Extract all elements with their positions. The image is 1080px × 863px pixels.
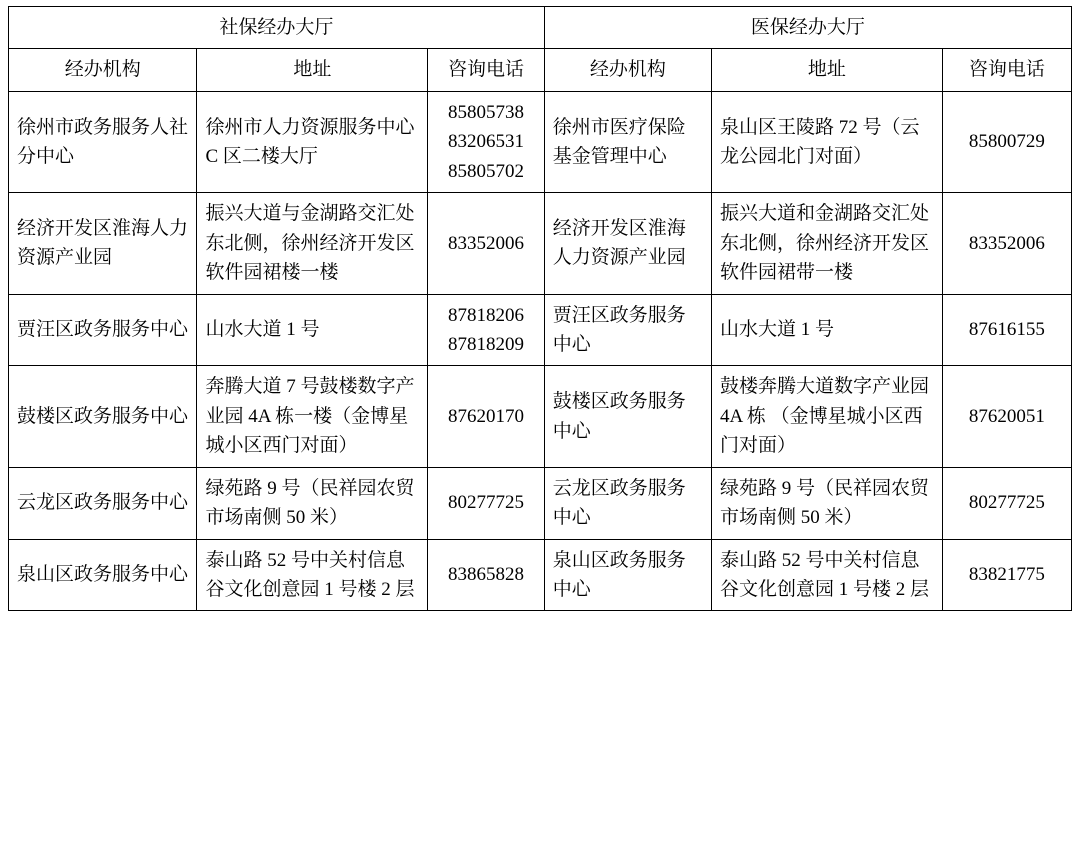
- mi-phone-cell: [942, 193, 1071, 294]
- phone-number: 85805702: [447, 160, 524, 182]
- si-phone-cell: [428, 539, 544, 611]
- mi-org-cell: 经济开发区淮海人力资源产业园: [544, 193, 711, 294]
- table-row: [9, 294, 1072, 366]
- mi-phone-cell: [942, 366, 1071, 467]
- si-org-cell: 经济开发区淮海人力资源产业园: [9, 193, 197, 294]
- phone-number: 83352006: [968, 232, 1045, 254]
- table-body: [9, 91, 1072, 611]
- column-header-mi-org: 经办机构: [544, 49, 711, 91]
- mi-address-cell: 绿苑路 9 号（民祥园农贸市场南侧 50 米）: [711, 467, 942, 539]
- column-header-row: [9, 49, 1072, 91]
- phone-number: 83352006: [447, 232, 524, 254]
- phone-number: 85800729: [968, 131, 1045, 153]
- group-header-row: [9, 7, 1072, 49]
- table-header: [9, 7, 1072, 92]
- phone-number: 80277725: [968, 492, 1045, 514]
- mi-address-cell: 泰山路 52 号中关村信息谷文化创意园 1 号楼 2 层: [711, 539, 942, 611]
- mi-org-cell: 贾汪区政务服务中心: [544, 294, 711, 366]
- mi-phone-cell: [942, 539, 1071, 611]
- si-org-cell: 泉山区政务服务中心: [9, 539, 197, 611]
- service-hall-contact-table: [8, 6, 1072, 611]
- mi-org-cell: 徐州市医疗保险基金管理中心: [544, 91, 711, 192]
- phone-number: 80277725: [447, 492, 524, 514]
- phone-number: 87620051: [968, 405, 1045, 427]
- mi-org-cell: 鼓楼区政务服务中心: [544, 366, 711, 467]
- mi-org-cell: 泉山区政务服务中心: [544, 539, 711, 611]
- mi-org-cell: 云龙区政务服务中心: [544, 467, 711, 539]
- si-phone-cell: [428, 91, 544, 192]
- si-org-cell: 鼓楼区政务服务中心: [9, 366, 197, 467]
- mi-address-cell: 鼓楼奔腾大道数字产业园 4A 栋 （金博星城小区西门对面）: [711, 366, 942, 467]
- si-address-cell: 徐州市人力资源服务中心 C 区二楼大厅: [197, 91, 428, 192]
- phone-number: 85805738: [447, 101, 524, 123]
- si-address-cell: 振兴大道与金湖路交汇处东北侧，徐州经济开发区软件园裙楼一楼: [197, 193, 428, 294]
- phone-number: 87620170: [447, 405, 524, 427]
- mi-phone-cell: [942, 91, 1071, 192]
- mi-address-cell: 山水大道 1 号: [711, 294, 942, 366]
- table-row: [9, 91, 1072, 192]
- column-header-mi-address: 地址: [711, 49, 942, 91]
- si-org-cell: 贾汪区政务服务中心: [9, 294, 197, 366]
- phone-number: 87818206: [447, 304, 524, 326]
- phone-number: 83821775: [968, 564, 1045, 586]
- column-header-si-org: 经办机构: [9, 49, 197, 91]
- group-header-social-insurance: 社保经办大厅: [9, 7, 545, 49]
- phone-number: 83206531: [447, 131, 524, 153]
- phone-number: 83865828: [447, 564, 524, 586]
- mi-address-cell: 振兴大道和金湖路交汇处东北侧，徐州经济开发区软件园裙带一楼: [711, 193, 942, 294]
- si-phone-cell: [428, 193, 544, 294]
- group-header-medical-insurance: 医保经办大厅: [544, 7, 1071, 49]
- si-phone-cell: [428, 366, 544, 467]
- si-org-cell: 云龙区政务服务中心: [9, 467, 197, 539]
- table-row: [9, 366, 1072, 467]
- si-address-cell: 绿苑路 9 号（民祥园农贸市场南侧 50 米）: [197, 467, 428, 539]
- si-phone-cell: [428, 294, 544, 366]
- table-row: [9, 467, 1072, 539]
- column-header-si-address: 地址: [197, 49, 428, 91]
- mi-address-cell: 泉山区王陵路 72 号（云龙公园北门对面）: [711, 91, 942, 192]
- mi-phone-cell: [942, 467, 1071, 539]
- si-address-cell: 山水大道 1 号: [197, 294, 428, 366]
- si-phone-cell: [428, 467, 544, 539]
- column-header-si-phone: 咨询电话: [428, 49, 544, 91]
- table-row: [9, 193, 1072, 294]
- phone-number: 87818209: [447, 333, 524, 355]
- column-header-mi-phone: 咨询电话: [942, 49, 1071, 91]
- si-address-cell: 奔腾大道 7 号鼓楼数字产业园 4A 栋一楼（金博星城小区西门对面）: [197, 366, 428, 467]
- mi-phone-cell: [942, 294, 1071, 366]
- phone-number: 87616155: [968, 319, 1045, 341]
- table-row: [9, 539, 1072, 611]
- si-address-cell: 泰山路 52 号中关村信息谷文化创意园 1 号楼 2 层: [197, 539, 428, 611]
- si-org-cell: 徐州市政务服务人社分中心: [9, 91, 197, 192]
